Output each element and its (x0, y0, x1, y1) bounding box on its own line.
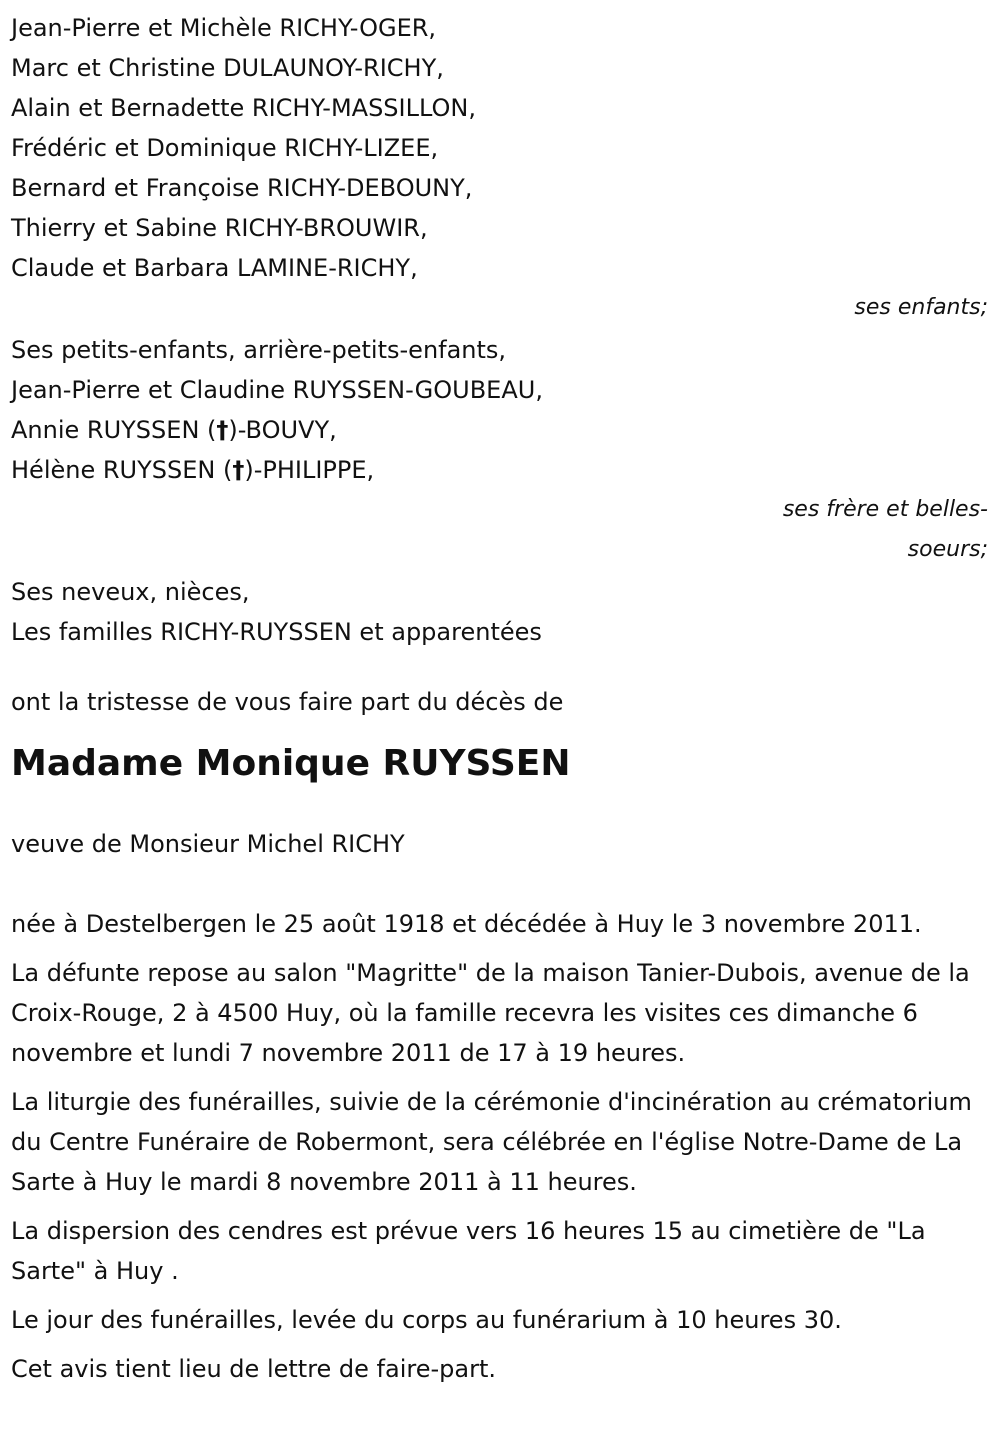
family-line (11, 450, 990, 490)
funeral-paragraph: La liturgie des funérailles, suivie de la cérémonie d'incinération au crématorium du Centre Funéraire de Robermont, sera célébrée en l'église Notre-Dame de La Sarte à Huy le mardi 8 novembre 2011 à 11 heures. (11, 1088, 972, 1196)
family-line: Jean-Pierre et Claudine RUYSSEN-GOUBEAU, (11, 376, 543, 404)
ashes-paragraph: La dispersion des cendres est prévue vers 16 heures 15 au cimetière de "La Sarte" à Huy . (11, 1217, 926, 1285)
procession-paragraph: Le jour des funérailles, levée du corps au funérarium à 10 heures 30. (11, 1306, 842, 1334)
siblings-role-continued: soeurs; (907, 537, 988, 562)
family-line: Marc et Christine DULAUNOY-RICHY, (11, 54, 444, 82)
family-line (11, 410, 990, 450)
deceased-cross-icon: † (216, 416, 229, 444)
siblings-list (11, 330, 990, 490)
deceased-name: Madame Monique RUYSSEN (11, 743, 571, 784)
siblings-role: ses frère et belles- (782, 497, 988, 522)
grandchildren-line: Ses petits-enfants, arrière-petits-enfants, (11, 336, 507, 364)
family-line: Alain et Bernadette RICHY-MASSILLON, (11, 94, 476, 122)
name-text: )-BOUVY, (228, 416, 337, 444)
notice-paragraph: Cet avis tient lieu de lettre de faire-part. (11, 1355, 496, 1383)
name-text: Annie RUYSSEN ( (11, 416, 217, 444)
visitation-paragraph: La défunte repose au salon "Magritte" de la maison Tanier-Dubois, avenue de la Croix-Rouge, 2 à 4500 Huy, où la famille recevra les visites ces dimanche 6 novembre et lundi 7 novembre 2011 de 17 à 19 heures. (11, 959, 970, 1067)
widow-of-text: veuve de Monsieur Michel RICHY (11, 830, 405, 858)
deceased-cross-icon: † (232, 456, 245, 484)
birth-death-text: née à Destelbergen le 25 août 1918 et décédée à Huy le 3 novembre 2011. (11, 910, 922, 938)
children-list (11, 8, 990, 288)
family-line: Frédéric et Dominique RICHY-LIZEE, (11, 134, 439, 162)
announcement-text: ont la tristesse de vous faire part du décès de (11, 688, 564, 716)
family-line: Les familles RICHY-RUYSSEN et apparentées (11, 618, 542, 646)
name-text: Hélène RUYSSEN ( (11, 456, 233, 484)
family-line: Ses neveux, nièces, (11, 578, 250, 606)
family-line: Bernard et Françoise RICHY-DEBOUNY, (11, 174, 473, 202)
family-line: Claude et Barbara LAMINE-RICHY, (11, 254, 418, 282)
name-text: )-PHILIPPE, (244, 456, 375, 484)
family-line: Thierry et Sabine RICHY-BROUWIR, (11, 214, 428, 242)
children-role: ses enfants; (854, 295, 988, 320)
extended-family (11, 572, 990, 652)
family-line: Jean-Pierre et Michèle RICHY-OGER, (11, 14, 437, 42)
